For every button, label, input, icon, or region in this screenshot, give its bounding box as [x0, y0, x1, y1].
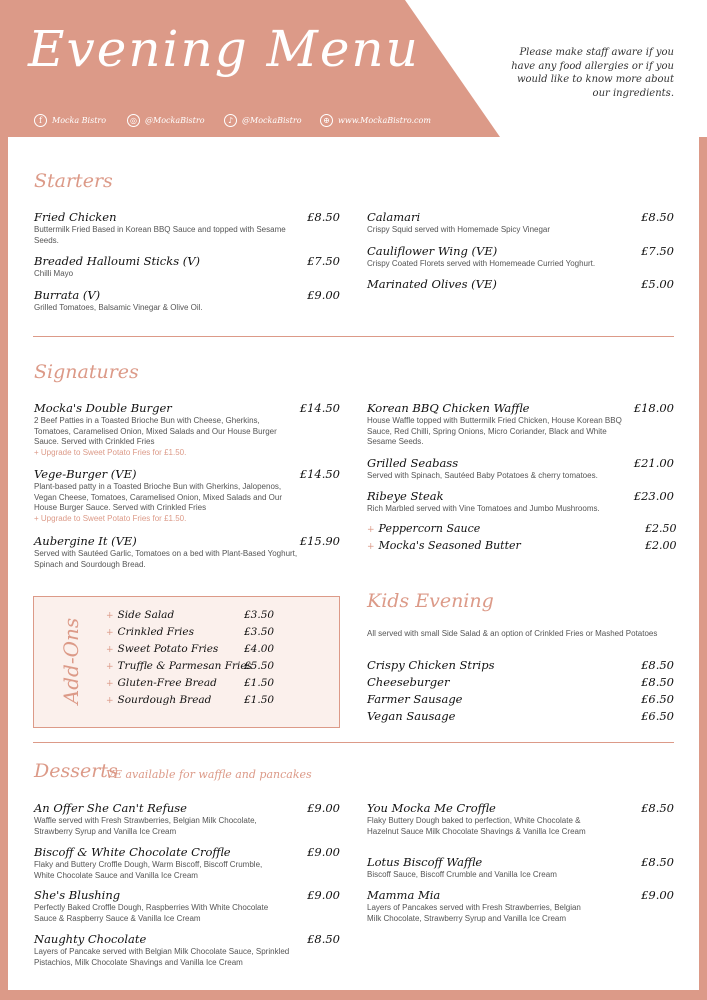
item-price: £8.50 [641, 855, 674, 869]
item-price: £21.00 [633, 456, 674, 470]
item-name: Vege-Burger (VE) [34, 467, 137, 481]
item-desc: Biscoff Sauce, Biscoff Crumble and Vanilla Ice Cream [367, 870, 557, 879]
menu-item [34, 932, 340, 968]
item-name: Ribeye Steak [367, 489, 444, 503]
page-title: Evening Menu [28, 20, 420, 78]
sauce-price: £2.50 [645, 522, 677, 535]
item-price: £8.50 [641, 210, 674, 224]
addon-price: £3.50 [244, 609, 275, 621]
item-name: Mamma Mia [367, 888, 441, 902]
item-desc: Served with Sautéed Garlic, Tomatoes on a bed with Plant-Based Yoghurt, Spinach and Sourdough Bread. [34, 549, 298, 569]
menu-item [34, 888, 340, 924]
item-price: £14.50 [299, 401, 340, 415]
item-price: £7.50 [641, 244, 674, 258]
item-name: An Offer She Can't Refuse [34, 801, 187, 815]
item-price: £14.50 [299, 467, 340, 481]
item-name: You Mocka Me Croffle [367, 801, 496, 815]
addon-name: Sourdough Bread [117, 694, 212, 706]
addon-price: £5.50 [244, 660, 275, 672]
addon-name: Side Salad [117, 609, 175, 621]
plus-icon: + [106, 696, 114, 706]
item-name: Korean BBQ Chicken Waffle [367, 401, 530, 415]
addon-item [106, 643, 218, 655]
addon-item [106, 626, 194, 638]
plus-icon: + [106, 662, 114, 672]
section-divider [33, 336, 674, 337]
sauce-name: Peppercorn Sauce [378, 522, 481, 535]
menu-item [34, 467, 340, 524]
sauce-name: Mocka's Seasoned Butter [378, 539, 521, 552]
item-name: Mocka's Double Burger [34, 401, 172, 415]
addon-item [106, 694, 211, 706]
menu-item [34, 801, 340, 837]
plus-icon: + [106, 679, 114, 689]
menu-item [34, 845, 340, 881]
item-price: £7.50 [307, 254, 340, 268]
item-price: £6.50 [641, 709, 674, 723]
item-desc: Flaky Buttery Dough baked to perfection, White Chocolate & Hazelnut Sauce Milk Chocolate Shavings & Vanilla Ice Cream [367, 816, 586, 836]
item-price: £8.50 [641, 658, 674, 672]
addon-item [106, 677, 217, 689]
menu-item [367, 888, 674, 924]
item-name: Naughty Chocolate [34, 932, 147, 946]
plus-icon: + [106, 645, 114, 655]
menu-item [34, 401, 340, 458]
website-icon: ⊕ [320, 114, 333, 127]
sauce-item [367, 539, 521, 552]
social-facebook[interactable] [34, 112, 106, 128]
item-price: £15.90 [299, 534, 340, 548]
addon-name: Truffle & Parmesan Fries [117, 660, 252, 672]
item-price: £6.50 [641, 692, 674, 706]
menu-item [367, 277, 674, 291]
kids-item [367, 709, 674, 723]
item-name: Marinated Olives (VE) [367, 277, 497, 291]
item-name: Vegan Sausage [367, 709, 456, 723]
menu-item [367, 801, 674, 837]
item-desc: Buttermilk Fried Based in Korean BBQ Sauce and topped with Sesame Seeds. [34, 225, 286, 245]
instagram-icon: ◎ [127, 114, 140, 127]
item-price: £8.50 [641, 801, 674, 815]
item-desc: Layers of Pancakes served with Fresh Strawberries, Belgian Milk Chocolate, Strawberry Syrup and Vanilla Ice Cream [367, 903, 581, 923]
item-price: £9.00 [307, 888, 340, 902]
item-desc: Rich Marbled served with Vine Tomatoes and Jumbo Mushrooms. [367, 504, 600, 513]
menu-item [367, 489, 674, 515]
social-tiktok[interactable] [224, 112, 302, 128]
item-price: £8.50 [307, 210, 340, 224]
menu-item [34, 534, 340, 570]
item-price: £18.00 [633, 401, 674, 415]
item-name: She's Blushing [34, 888, 121, 902]
plus-icon: + [367, 542, 375, 552]
facebook-icon: f [34, 114, 47, 127]
addon-name: Sweet Potato Fries [117, 643, 219, 655]
item-desc: Perfectly Baked Croffle Dough, Raspberries With White Chocolate Sauce & Raspberry Sauce & Vanilla Ice Cream [34, 903, 269, 923]
item-price: £9.00 [307, 801, 340, 815]
social-website[interactable] [320, 112, 431, 128]
kids-item [367, 658, 674, 672]
item-desc: Crispy Squid served with Homemade Spicy Vinegar [367, 225, 551, 234]
section-title-starters: Starters [34, 170, 113, 192]
item-price: £9.00 [641, 888, 674, 902]
menu-item [367, 244, 674, 270]
social-instagram[interactable] [127, 112, 205, 128]
item-name: Calamari [367, 210, 421, 224]
social-label: Mocka Bistro [52, 115, 107, 125]
menu-item [34, 254, 340, 280]
tiktok-icon: ♪ [224, 114, 237, 127]
item-desc: Chilli Mayo [34, 269, 74, 278]
upgrade-note: + Upgrade to Sweet Potato Fries for £1.50. [34, 513, 187, 523]
item-desc: Grilled Tomatoes, Balsamic Vinegar & Olive Oil. [34, 303, 203, 312]
item-name: Grilled Seabass [367, 456, 459, 470]
item-name: Burrata (V) [34, 288, 101, 302]
kids-item [367, 675, 674, 689]
kids-note: All served with small Side Salad & an option of Crinkled Fries or Mashed Potatoes [367, 629, 658, 638]
addon-name: Crinkled Fries [117, 626, 194, 638]
item-name: Aubergine It (VE) [34, 534, 137, 548]
addon-price: £4.00 [244, 643, 275, 655]
addon-price: £1.50 [244, 694, 275, 706]
section-divider [33, 742, 674, 743]
social-label: @MockaBistro [145, 115, 205, 125]
addons-box [33, 596, 340, 728]
desserts-subtitle: VE available for waffle and pancakes [106, 768, 312, 781]
upgrade-note: + Upgrade to Sweet Potato Fries for £1.50. [34, 447, 187, 457]
sauce-item [367, 522, 480, 535]
item-desc: Plant-based patty in a Toasted Brioche Bun with Gherkins, Jalopenos, Vegan Cheese, Tomatoes, Caramelised Onion, Mixed Salads and Our House Burger Sauce. Served with Crinkled Fries [34, 482, 282, 513]
item-desc: Waffle served with Fresh Strawberries, Belgian Milk Chocolate, Strawberry Syrup and Vanilla Ice Cream [34, 816, 257, 836]
social-label: www.MockaBistro.com [338, 115, 431, 125]
section-title-signatures: Signatures [34, 361, 139, 383]
item-name: Biscoff & White Chocolate Croffle [34, 845, 231, 859]
addons-title: Add-Ons [59, 617, 83, 705]
addon-name: Gluten-Free Bread [117, 677, 217, 689]
item-name: Breaded Halloumi Sticks (V) [34, 254, 201, 268]
section-title-kids: Kids Evening [367, 590, 494, 612]
item-price: £9.00 [307, 288, 340, 302]
addon-item [106, 609, 174, 621]
item-name: Lotus Biscoff Waffle [367, 855, 483, 869]
item-desc: Served with Spinach, Sautéed Baby Potatoes & cherry tomatoes. [367, 471, 598, 480]
item-name: Farmer Sausage [367, 692, 463, 706]
item-desc: House Waffle topped with Buttermilk Fried Chicken, House Korean BBQ Sauce, Red Chilli, Spring Onions, Micro Coriander, Black and White Sesame Seeds. [367, 416, 622, 447]
item-name: Cauliflower Wing (VE) [367, 244, 498, 258]
social-label: @MockaBistro [242, 115, 302, 125]
item-price: £8.50 [307, 932, 340, 946]
item-desc: Crispy Coated Florets served with Homemeade Curried Yoghurt. [367, 259, 596, 268]
item-name: Cheeseburger [367, 675, 450, 689]
kids-item [367, 692, 674, 706]
item-name: Fried Chicken [34, 210, 117, 224]
item-price: £8.50 [641, 675, 674, 689]
addon-price: £3.50 [244, 626, 275, 638]
addon-price: £1.50 [244, 677, 275, 689]
menu-item [367, 456, 674, 482]
menu-item [34, 210, 340, 246]
plus-icon: + [106, 628, 114, 638]
item-price: £23.00 [633, 489, 674, 503]
plus-icon: + [106, 611, 114, 621]
menu-item [34, 288, 340, 314]
menu-item [367, 855, 674, 881]
item-desc: Flaky and Buttery Croffle Dough, Warm Biscoff, Biscoff Crumble, White Chocolate Sauce and Vanilla Ice Cream [34, 860, 263, 880]
item-desc: Layers of Pancake served with Belgian Milk Chocolate Sauce, Sprinkled Pistachios, Milk Chocolate Shavings and Vanilla Ice Cream [34, 947, 290, 967]
item-name: Crispy Chicken Strips [367, 658, 495, 672]
item-price: £9.00 [307, 845, 340, 859]
allergy-note: Please make staff aware if you have any food allergies or if you would like to know more about our ingredients. [511, 47, 674, 99]
plus-icon: + [367, 525, 375, 535]
item-price: £5.00 [641, 277, 674, 291]
section-title-desserts: Desserts [34, 760, 118, 782]
menu-item [367, 210, 674, 236]
sauce-price: £2.00 [645, 539, 677, 552]
item-desc: 2 Beef Patties in a Toasted Brioche Bun with Cheese, Gherkins, Tomatoes, Caramelised Onion, Mixed Salads and Our House Burger Sauce. Served with Crinkled Fries [34, 416, 277, 447]
menu-item [367, 401, 674, 448]
addon-item [106, 660, 252, 672]
